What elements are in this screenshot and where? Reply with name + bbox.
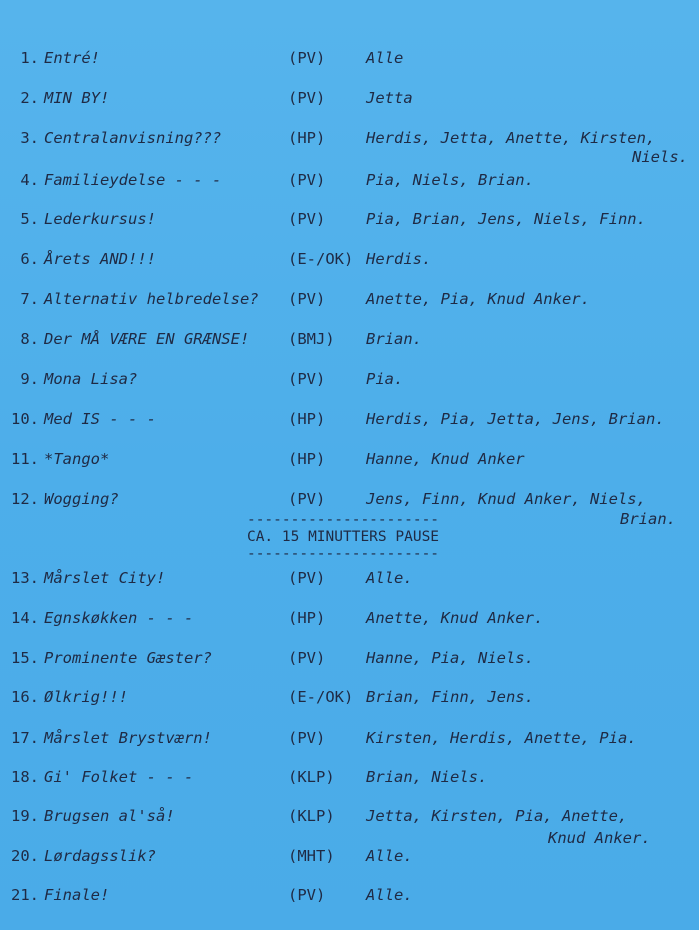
item-cast: Jetta, Kirsten, Pia, Anette, bbox=[366, 807, 628, 825]
intermission-block bbox=[228, 512, 458, 563]
item-number: 9. bbox=[20, 370, 39, 388]
item-cast: Alle bbox=[366, 49, 404, 67]
item-number: 20. bbox=[11, 847, 39, 865]
item-number: 6. bbox=[20, 250, 39, 268]
item-title: MIN BY! bbox=[44, 89, 110, 107]
item-title: Lørdagsslik? bbox=[44, 847, 156, 865]
item-code: (HP) bbox=[288, 129, 326, 147]
item-title: Gi' Folket - - - bbox=[44, 768, 194, 786]
item-code: (HP) bbox=[288, 410, 326, 428]
item-number: 21. bbox=[11, 886, 39, 904]
item-cast: Alle. bbox=[366, 847, 413, 865]
item-number: 19. bbox=[11, 807, 39, 825]
item-title: Prominente Gæster? bbox=[44, 649, 212, 667]
item-title: Brugsen al'så! bbox=[44, 807, 175, 825]
item-cast: Brian, Niels. bbox=[366, 768, 488, 786]
item-code: (PV) bbox=[288, 171, 326, 189]
item-title: Entré! bbox=[44, 49, 100, 67]
item-cast-continued: Brian. bbox=[620, 510, 676, 528]
item-code: (BMJ) bbox=[288, 330, 335, 348]
item-number: 14. bbox=[11, 609, 39, 627]
item-title: Mårslet Brystværn! bbox=[44, 729, 212, 747]
item-title: Familieydelse - - - bbox=[44, 171, 222, 189]
item-number: 18. bbox=[11, 768, 39, 786]
item-code: (KLP) bbox=[288, 807, 335, 825]
item-code: (PV) bbox=[288, 290, 326, 308]
item-number: 17. bbox=[11, 729, 39, 747]
item-cast-continued: Knud Anker. bbox=[548, 829, 651, 847]
item-code: (PV) bbox=[288, 649, 326, 667]
divider-top: ---------------------- bbox=[246, 512, 440, 528]
item-cast: Hanne, Knud Anker bbox=[366, 450, 525, 468]
item-code: (PV) bbox=[288, 210, 326, 228]
item-number: 5. bbox=[20, 210, 39, 228]
item-number: 4. bbox=[20, 171, 39, 189]
item-code: (HP) bbox=[288, 450, 326, 468]
item-number: 16. bbox=[11, 688, 39, 706]
item-code: (PV) bbox=[288, 729, 326, 747]
item-code: (HP) bbox=[288, 609, 326, 627]
item-title: Wogging? bbox=[44, 490, 119, 508]
item-number: 3. bbox=[20, 129, 39, 147]
divider-bottom: ---------------------- bbox=[246, 546, 440, 562]
item-number: 11. bbox=[11, 450, 39, 468]
item-code: (KLP) bbox=[288, 768, 335, 786]
item-number: 12. bbox=[11, 490, 39, 508]
item-code: (PV) bbox=[288, 49, 326, 67]
item-code: (PV) bbox=[288, 370, 326, 388]
item-cast: Kirsten, Herdis, Anette, Pia. bbox=[366, 729, 637, 747]
item-code: (PV) bbox=[288, 490, 326, 508]
item-number: 1. bbox=[20, 49, 39, 67]
item-cast: Pia. bbox=[366, 370, 404, 388]
item-cast: Pia, Brian, Jens, Niels, Finn. bbox=[366, 210, 646, 228]
item-cast: Herdis. bbox=[366, 250, 432, 268]
item-cast: Hanne, Pia, Niels. bbox=[366, 649, 534, 667]
item-cast: Alle. bbox=[366, 569, 413, 587]
item-cast: Alle. bbox=[366, 886, 413, 904]
item-code: (PV) bbox=[288, 569, 326, 587]
item-cast: Jetta bbox=[366, 89, 413, 107]
item-title: Centralanvisning??? bbox=[44, 129, 222, 147]
item-cast-continued: Niels. bbox=[632, 148, 688, 166]
item-code: (PV) bbox=[288, 89, 326, 107]
item-cast: Pia, Niels, Brian. bbox=[366, 171, 534, 189]
item-cast: Anette, Knud Anker. bbox=[366, 609, 544, 627]
intermission-label: CA. 15 MINUTTERS PAUSE bbox=[246, 529, 440, 545]
item-code: (PV) bbox=[288, 886, 326, 904]
item-title: Der MÅ VÆRE EN GRÆNSE! bbox=[44, 330, 250, 348]
item-cast: Brian, Finn, Jens. bbox=[366, 688, 534, 706]
item-cast: Herdis, Pia, Jetta, Jens, Brian. bbox=[366, 410, 665, 428]
item-number: 13. bbox=[11, 569, 39, 587]
item-title: *Tango* bbox=[44, 450, 110, 468]
item-code: (MHT) bbox=[288, 847, 335, 865]
item-cast: Jens, Finn, Knud Anker, Niels, bbox=[366, 490, 646, 508]
item-number: 8. bbox=[20, 330, 39, 348]
item-title: Egnskøkken - - - bbox=[44, 609, 194, 627]
item-cast: Herdis, Jetta, Anette, Kirsten, bbox=[366, 129, 656, 147]
item-title: Årets AND!!! bbox=[44, 250, 156, 268]
item-title: Alternativ helbredelse? bbox=[44, 290, 259, 308]
item-title: Finale! bbox=[44, 886, 110, 904]
item-title: Ølkrig!!! bbox=[44, 688, 128, 706]
item-code: (E-/OK) bbox=[288, 250, 354, 268]
item-title: Lederkursus! bbox=[44, 210, 156, 228]
item-title: Mona Lisa? bbox=[44, 370, 138, 388]
item-number: 7. bbox=[20, 290, 39, 308]
item-cast: Brian. bbox=[366, 330, 422, 348]
item-number: 10. bbox=[11, 410, 39, 428]
item-title: Med IS - - - bbox=[44, 410, 156, 428]
item-number: 15. bbox=[11, 649, 39, 667]
item-title: Mårslet City! bbox=[44, 569, 166, 587]
item-code: (E-/OK) bbox=[288, 688, 354, 706]
item-number: 2. bbox=[20, 89, 39, 107]
item-cast: Anette, Pia, Knud Anker. bbox=[366, 290, 590, 308]
